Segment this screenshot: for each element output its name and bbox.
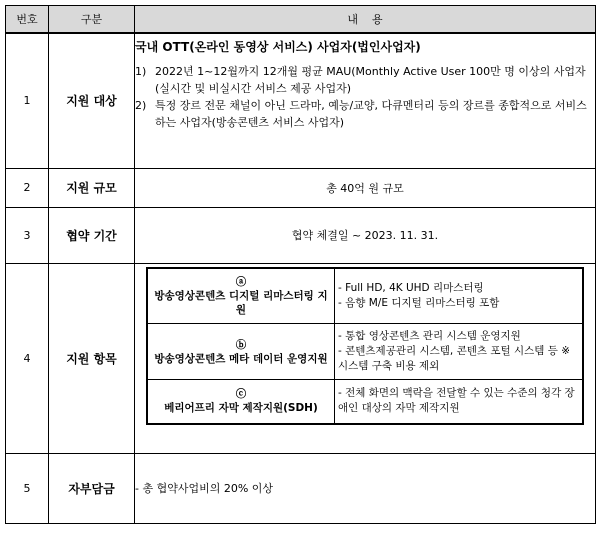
item-desc-cell: [335, 380, 584, 424]
row-category: 자부담금: [49, 453, 135, 523]
item-text: 특정 장르 전문 채널이 아닌 드라마, 예능/교양, 다큐멘터리 등의 장르를 종합적으로 서비스하는 사업자(방송콘텐츠 서비스 사업자): [155, 99, 587, 129]
row-agreement-period: [6, 207, 596, 263]
item-desc-line: - 전체 화면의 맥락을 전달할 수 있는 수준의 청각 장애인 대상의 자막 제작지원: [338, 387, 575, 415]
header-row: [6, 6, 596, 34]
item-text: 2022년 1~12월까지 12개월 평균 MAU(Monthly Active User 100만 명 이상의 사업자(실시간 및 비실시간 서비스 제공 사업자): [155, 65, 586, 95]
row-number: 4: [6, 263, 49, 453]
row-content: [135, 263, 596, 453]
row-self-contribution: [6, 453, 596, 523]
row-number: 1: [6, 33, 49, 168]
support-item-c: [147, 380, 583, 424]
row-category: 지원 대상: [49, 33, 135, 168]
item-mark: ⓐ: [235, 275, 247, 288]
target-title: 국내 OTT(온라인 동영상 서비스) 사업자(법인사업자): [135, 40, 421, 54]
row-number: 3: [6, 207, 49, 263]
support-item-a: [147, 268, 583, 324]
item-desc-line: - 음향 M/E 디지털 리마스터링 포함: [338, 296, 500, 309]
support-table: [5, 5, 596, 524]
header-num: 번호: [6, 6, 49, 34]
support-items-table: [146, 267, 584, 425]
item-desc-line: - Full HD, 4K UHD 리마스터링: [338, 281, 484, 294]
row-number: 2: [6, 168, 49, 207]
item-name-cell: [147, 324, 335, 380]
item-desc-cell: [335, 268, 584, 324]
target-item-1: [135, 63, 595, 97]
item-name-cell: [147, 268, 335, 324]
item-number: 2): [135, 99, 147, 112]
row-category: 지원 항목: [49, 263, 135, 453]
item-mark: ⓒ: [235, 388, 247, 401]
row-content: [135, 33, 596, 168]
header-content: 내 용: [135, 6, 596, 34]
row-category: 지원 규모: [49, 168, 135, 207]
item-name: 베리어프리 자막 제작지원(SDH): [164, 402, 318, 415]
target-item-2: [135, 97, 595, 131]
row-support-target: [6, 33, 596, 168]
support-item-b: [147, 324, 583, 380]
item-desc-line: - 콘텐츠제공관리 시스템, 콘텐츠 포털 시스템 등 ※ 시스템 구축 비용 제외: [338, 345, 571, 372]
row-content: - 총 협약사업비의 20% 이상: [135, 453, 596, 523]
item-name: 방송영상콘텐츠 디지털 리마스터링 지원: [154, 289, 328, 316]
item-desc-line: - 통합 영상콘텐츠 관리 시스템 운영지원: [338, 330, 521, 342]
header-category: 구분: [49, 6, 135, 34]
row-support-scale: [6, 168, 596, 207]
item-name-cell: [147, 380, 335, 424]
row-number: 5: [6, 453, 49, 523]
row-category: 협약 기간: [49, 207, 135, 263]
item-name: 방송영상콘텐츠 메타 데이터 운영지원: [154, 352, 328, 365]
item-desc-cell: [335, 324, 584, 380]
row-content: 총 40억 원 규모: [135, 168, 596, 207]
row-content: 협약 체결일 ~ 2023. 11. 31.: [135, 207, 596, 263]
item-mark: ⓑ: [235, 338, 247, 351]
row-support-items: [6, 263, 596, 453]
item-number: 1): [135, 65, 147, 78]
